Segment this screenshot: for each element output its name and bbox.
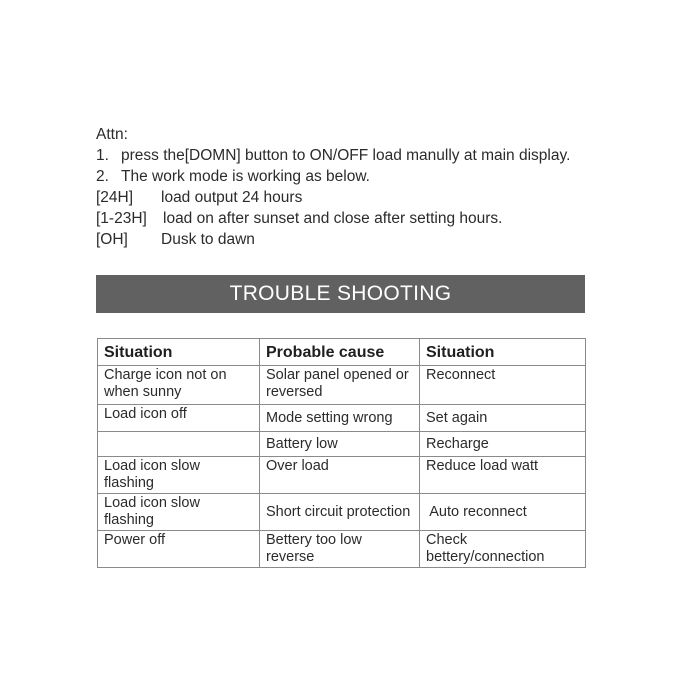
attn-line-4-text: load on after sunset and close after setting hours. (163, 210, 503, 227)
cell-situation: Load icon off (98, 405, 260, 432)
cell-solution: Reconnect (420, 366, 586, 405)
attn-line-5-text: Dusk to dawn (161, 231, 255, 248)
header-situation: Situation (98, 339, 260, 366)
trouble-shooting-banner (96, 275, 585, 313)
cell-solution: Auto reconnect (420, 494, 586, 531)
cell-cause: Battery low (260, 432, 420, 457)
table-header-row (98, 339, 586, 366)
attn-line-3 (96, 187, 570, 208)
cell-situation: Load icon slow flashing (98, 457, 260, 494)
cell-situation: Load icon slow flashing (98, 494, 260, 531)
attn-line-3-text: load output 24 hours (161, 189, 303, 206)
cell-solution: Reduce load watt (420, 457, 586, 494)
table-row (98, 531, 586, 568)
attn-line-4-key: [1-23H] (96, 210, 147, 227)
cell-cause: Solar panel opened or reversed (260, 366, 420, 405)
banner-title: TROUBLE SHOOTING (229, 282, 452, 305)
attn-line-1 (96, 145, 570, 166)
table-row (98, 457, 586, 494)
cell-situation: Power off (98, 531, 260, 568)
attn-line-2-text: The work mode is working as below. (121, 168, 370, 185)
table-row (98, 405, 586, 432)
attn-line-5 (96, 229, 570, 250)
attn-line-1-key: 1. (96, 147, 109, 164)
cell-cause: Mode setting wrong (260, 405, 420, 432)
attn-line-1-text: press the[DOMN] button to ON/OFF load manully at main display. (121, 147, 571, 164)
cell-situation: Charge icon not on when sunny (98, 366, 260, 405)
header-solution: Situation (420, 339, 586, 366)
table-row (98, 494, 586, 531)
trouble-shooting-table (97, 338, 586, 568)
cell-solution: Recharge (420, 432, 586, 457)
cell-solution: Set again (420, 405, 586, 432)
cell-cause: Short circuit protection (260, 494, 420, 531)
cell-cause: Bettery too low reverse (260, 531, 420, 568)
cell-situation (98, 432, 260, 457)
header-probable-cause: Probable cause (260, 339, 420, 366)
attention-notes (96, 124, 570, 250)
attn-line-5-key: [OH] (96, 231, 128, 248)
cell-cause: Over load (260, 457, 420, 494)
attn-line-3-key: [24H] (96, 189, 134, 206)
attn-line-2 (96, 166, 570, 187)
table-row (98, 366, 586, 405)
attn-title: Attn: (96, 126, 128, 143)
attn-line-2-key: 2. (96, 168, 109, 185)
attn-line-4 (96, 208, 570, 229)
table-row (98, 432, 586, 457)
cell-solution: Check bettery/connection (420, 531, 586, 568)
